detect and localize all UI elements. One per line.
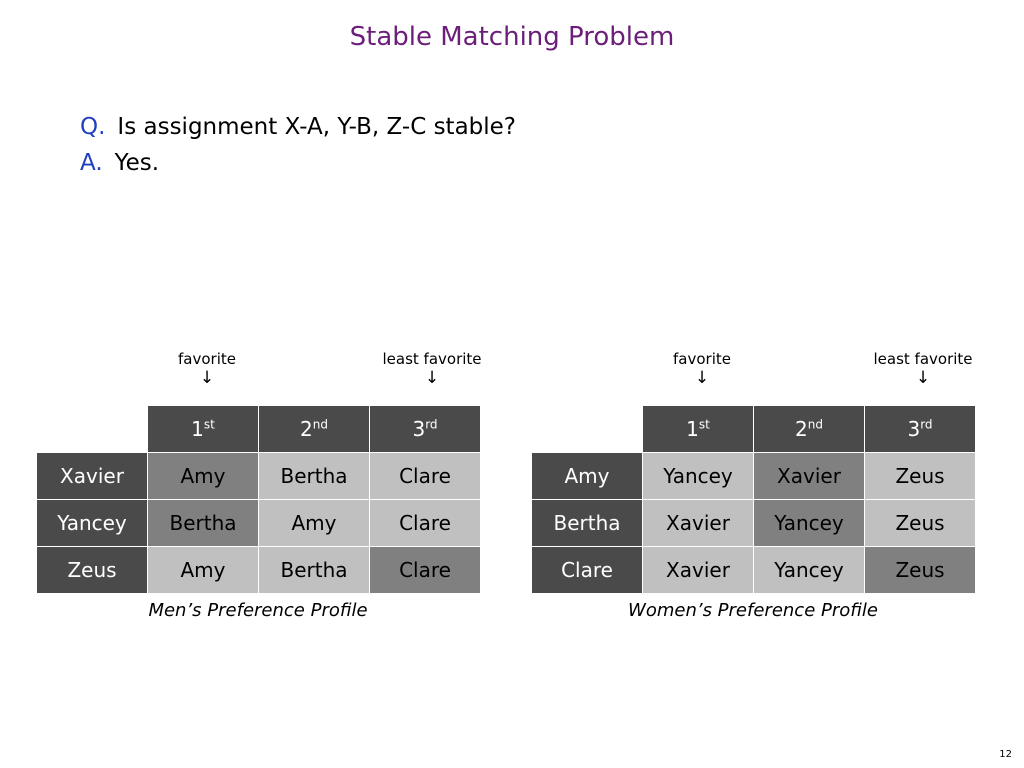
table-row [532,547,976,594]
matched-preference-cell: Clare [370,547,481,594]
men-rank-header [148,406,259,453]
rank-suffix: rd [425,417,438,432]
men-row-label: Zeus [37,547,148,594]
rank-number: 2 [795,417,808,441]
question-text: Is assignment X-A, Y-B, Z-C stable? [117,114,517,140]
men-table-caption: Men’s Preference Profile [148,600,368,621]
women-least-favorite-pointer [873,350,972,387]
rank-number: 3 [907,417,921,441]
preference-cell: Bertha [259,547,370,594]
preference-cell: Yancey [754,547,865,594]
slide-title: Stable Matching Problem [349,22,675,52]
down-arrow-icon: ↓ [694,368,710,388]
matched-preference-cell: Yancey [754,500,865,547]
women-rank-header [643,406,754,453]
down-arrow-icon: ↓ [199,368,215,388]
rank-number: 3 [412,417,426,441]
women-corner-cell [532,406,643,453]
women-least-favorite-label: least favorite [873,350,973,368]
women-favorite-label: favorite [673,350,731,368]
preference-cell: Xavier [643,500,754,547]
rank-suffix: rd [920,417,933,432]
women-preference-table [531,405,976,594]
preference-cell: Zeus [865,453,976,500]
question-lead: Q. [80,114,106,140]
men-corner-cell [37,406,148,453]
preference-cell: Zeus [865,500,976,547]
matched-preference-cell: Bertha [148,500,259,547]
preference-cell: Amy [148,547,259,594]
women-rank-header [754,406,865,453]
men-least-favorite-label: least favorite [382,350,482,368]
men-row-label: Xavier [37,453,148,500]
rank-number: 1 [191,417,204,441]
matched-preference-cell: Zeus [865,547,976,594]
preference-cell: Yancey [643,453,754,500]
table-row [37,547,481,594]
women-row-label: Bertha [532,500,643,547]
answer-text: Yes. [114,150,160,176]
men-least-favorite-pointer [382,350,481,387]
down-arrow-icon: ↓ [915,368,931,388]
table-row [37,500,481,547]
men-rank-header [259,406,370,453]
rank-number: 1 [686,417,699,441]
answer-lead: A. [80,150,103,176]
matched-preference-cell: Xavier [754,453,865,500]
rank-number: 2 [300,417,313,441]
question-line [80,114,516,140]
men-row-label: Yancey [37,500,148,547]
table-row [37,453,481,500]
matched-preference-cell: Amy [148,453,259,500]
answer-line [80,150,159,176]
preference-cell: Amy [259,500,370,547]
rank-suffix: st [203,417,215,432]
preference-cell: Xavier [643,547,754,594]
rank-suffix: st [698,417,710,432]
men-rank-header [370,406,481,453]
rank-suffix: nd [807,417,823,432]
women-favorite-pointer [673,350,731,387]
down-arrow-icon: ↓ [424,368,440,388]
page-number: 12 [999,749,1012,760]
preference-cell: Clare [370,453,481,500]
preference-cell: Bertha [259,453,370,500]
women-header-row [532,406,976,453]
men-preference-table [36,405,481,594]
rank-suffix: nd [312,417,328,432]
women-row-label: Amy [532,453,643,500]
table-row [532,500,976,547]
table-row [532,453,976,500]
men-favorite-pointer [178,350,236,387]
women-rank-header [865,406,976,453]
women-table-caption: Women’s Preference Profile [628,600,878,621]
men-favorite-label: favorite [178,350,236,368]
men-header-row [37,406,481,453]
women-row-label: Clare [532,547,643,594]
preference-cell: Clare [370,500,481,547]
